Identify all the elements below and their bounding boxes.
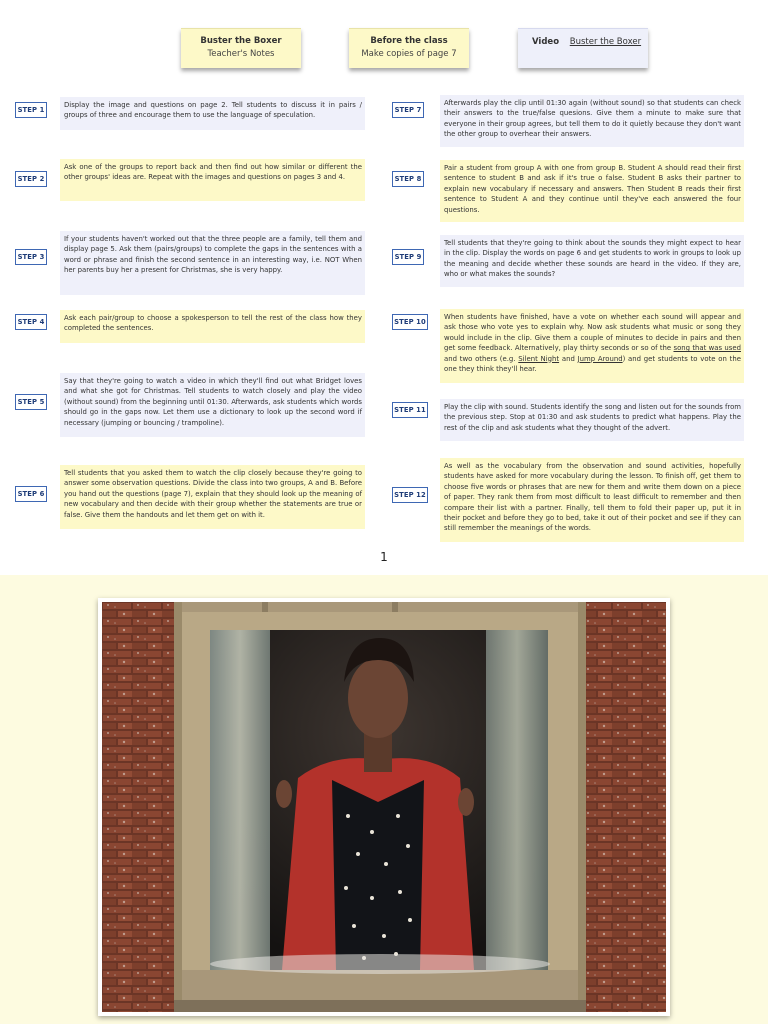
step-6-text: Tell students that you asked them to watch the clip closely because they're going to answer some observation questions. Divide the class into two groups, A and B. Before you hand out the questions (page 7), explain that they should look up the meaning of new vocabulary and then decide with their group whether the statements are true or false. Give them the handouts and let them get on with it. [60,465,365,529]
step-2-label: STEP 2 [15,171,47,187]
note-title: Buster the Boxer [200,36,282,46]
header-note-video [518,28,648,68]
header-note-before-class [349,28,469,68]
step-7-text: Afterwards play the clip until 01:30 again (without sound) so that students can check their answers to the true/false quesions. Give them a minute to make sure that everyone in their group agrees, but tell them to do it quietly because they don't want the other group to overhear their answers. [440,95,744,147]
step-3-label: STEP 3 [15,249,47,265]
step-5-text: Say that they're going to watch a video in which they'll find out what Bridget loves and what she got for Christmas. Tell students to watch closely and play the video (without sound) from the beginning until 01:30. Afterwards, ask students which words should go in the gaps now. Let them use a dictionary to look up the second word if necessary (jumping or bouncing / trampoline). [60,373,365,437]
step-5-label: STEP 5 [15,394,47,410]
step-10-text [440,309,744,383]
note-subtitle: Teacher's Notes [207,49,275,59]
jump-around-link[interactable]: Jump Around [577,354,623,363]
step-11-label: STEP 11 [392,402,428,418]
silent-night-link[interactable]: Silent Night [518,354,560,363]
video-label: Video [532,37,560,47]
note-title: Before the class [370,36,448,46]
step-9-text: Tell students that they're going to think about the sounds they might expect to hear in the clip. Display the words on page 6 and get students to work in groups to look up the meaning and decide whether these sounds are heard in the video. If they are, who or what makes the sounds? [440,235,744,287]
step-4-label: STEP 4 [15,314,47,330]
step-10-text-start: When students have finished, have a vote on whether each sound will appear and ask those who vote yes to explain why. Now ask students what music or song they would include in the clip. Give them a couple of minutes to decide in pairs and then get some feedback. Alternatively, play thirty seconds or so of the [444,313,741,353]
girl-at-window-illustration [102,602,666,1012]
page-number: 1 [380,550,388,564]
step-7-label: STEP 7 [392,102,424,118]
step-10-label: STEP 10 [392,314,428,330]
step-10-text-mid: and two others (e.g. [444,354,516,363]
step-10-text-end: ) and get students to vote on the one they think they'll hear. [444,354,741,374]
video-still-frame [98,598,670,1016]
step-6-label: STEP 6 [15,486,47,502]
video-still-image [102,602,666,1012]
step-8-label: STEP 8 [392,171,424,187]
step-11-text: Play the clip with sound. Students identify the song and listen out for the sounds from the previous step. Stop at 01:30 and ask students to predict what happens. Play the rest of the clip and ask students what they thought of the advert. [440,399,744,441]
step-4-text: Ask each pair/group to choose a spokesperson to tell the rest of the class how they completed the sentences. [60,310,365,343]
header-note-title [181,28,301,68]
step-12-text: As well as the vocabulary from the observation and sound activities, hopefully students have asked for more vocabulary during the lesson. To finish off, get them to choose five words or phrases that are new for them and write them down on a piece of paper. They rank them from most difficult to least difficult to remember and then compare their list with a partner. Finally, tell them to fold their paper up, put it in their pocket and before they go to bed, take it out of their pocket and see if they can still remember the meanings of the words. [440,458,744,542]
step-1-text: Display the image and questions on page 2. Tell students to discuss it in pairs / groups of three and encourage them to use the language of speculation. [60,97,365,130]
step-10-text-mid2: and [559,354,578,363]
step-12-label: STEP 12 [392,487,428,503]
song-link[interactable]: song that was used [673,344,741,353]
note-subtitle: Make copies of page 7 [361,49,457,59]
step-9-label: STEP 9 [392,249,424,265]
video-link[interactable]: Buster the Boxer [569,37,642,47]
step-2-text: Ask one of the groups to report back and then find out how similar or different the other groups' ideas are. Repeat with the images and questions on pages 3 and 4. [60,159,365,201]
step-1-label: STEP 1 [15,102,47,118]
step-3-text: If your students haven't worked out that the three people are a family, tell them and display page 5. Ask them (pairs/groups) to complete the gaps in the sentences with a word or phrase and finish the second sentence in an interesting way, i.e. NOT When her parents buy her a present for Christmas, she is very happy. [60,231,365,295]
step-8-text: Pair a student from group A with one from group B. Student A should read their first sentence to student B and ask if it's true o false. Student B asks their partner to explain new vocabulary if necessary and answers. Then Student B reads their first sentence to Student A and they continue until they've each answered the four questions. [440,160,744,222]
